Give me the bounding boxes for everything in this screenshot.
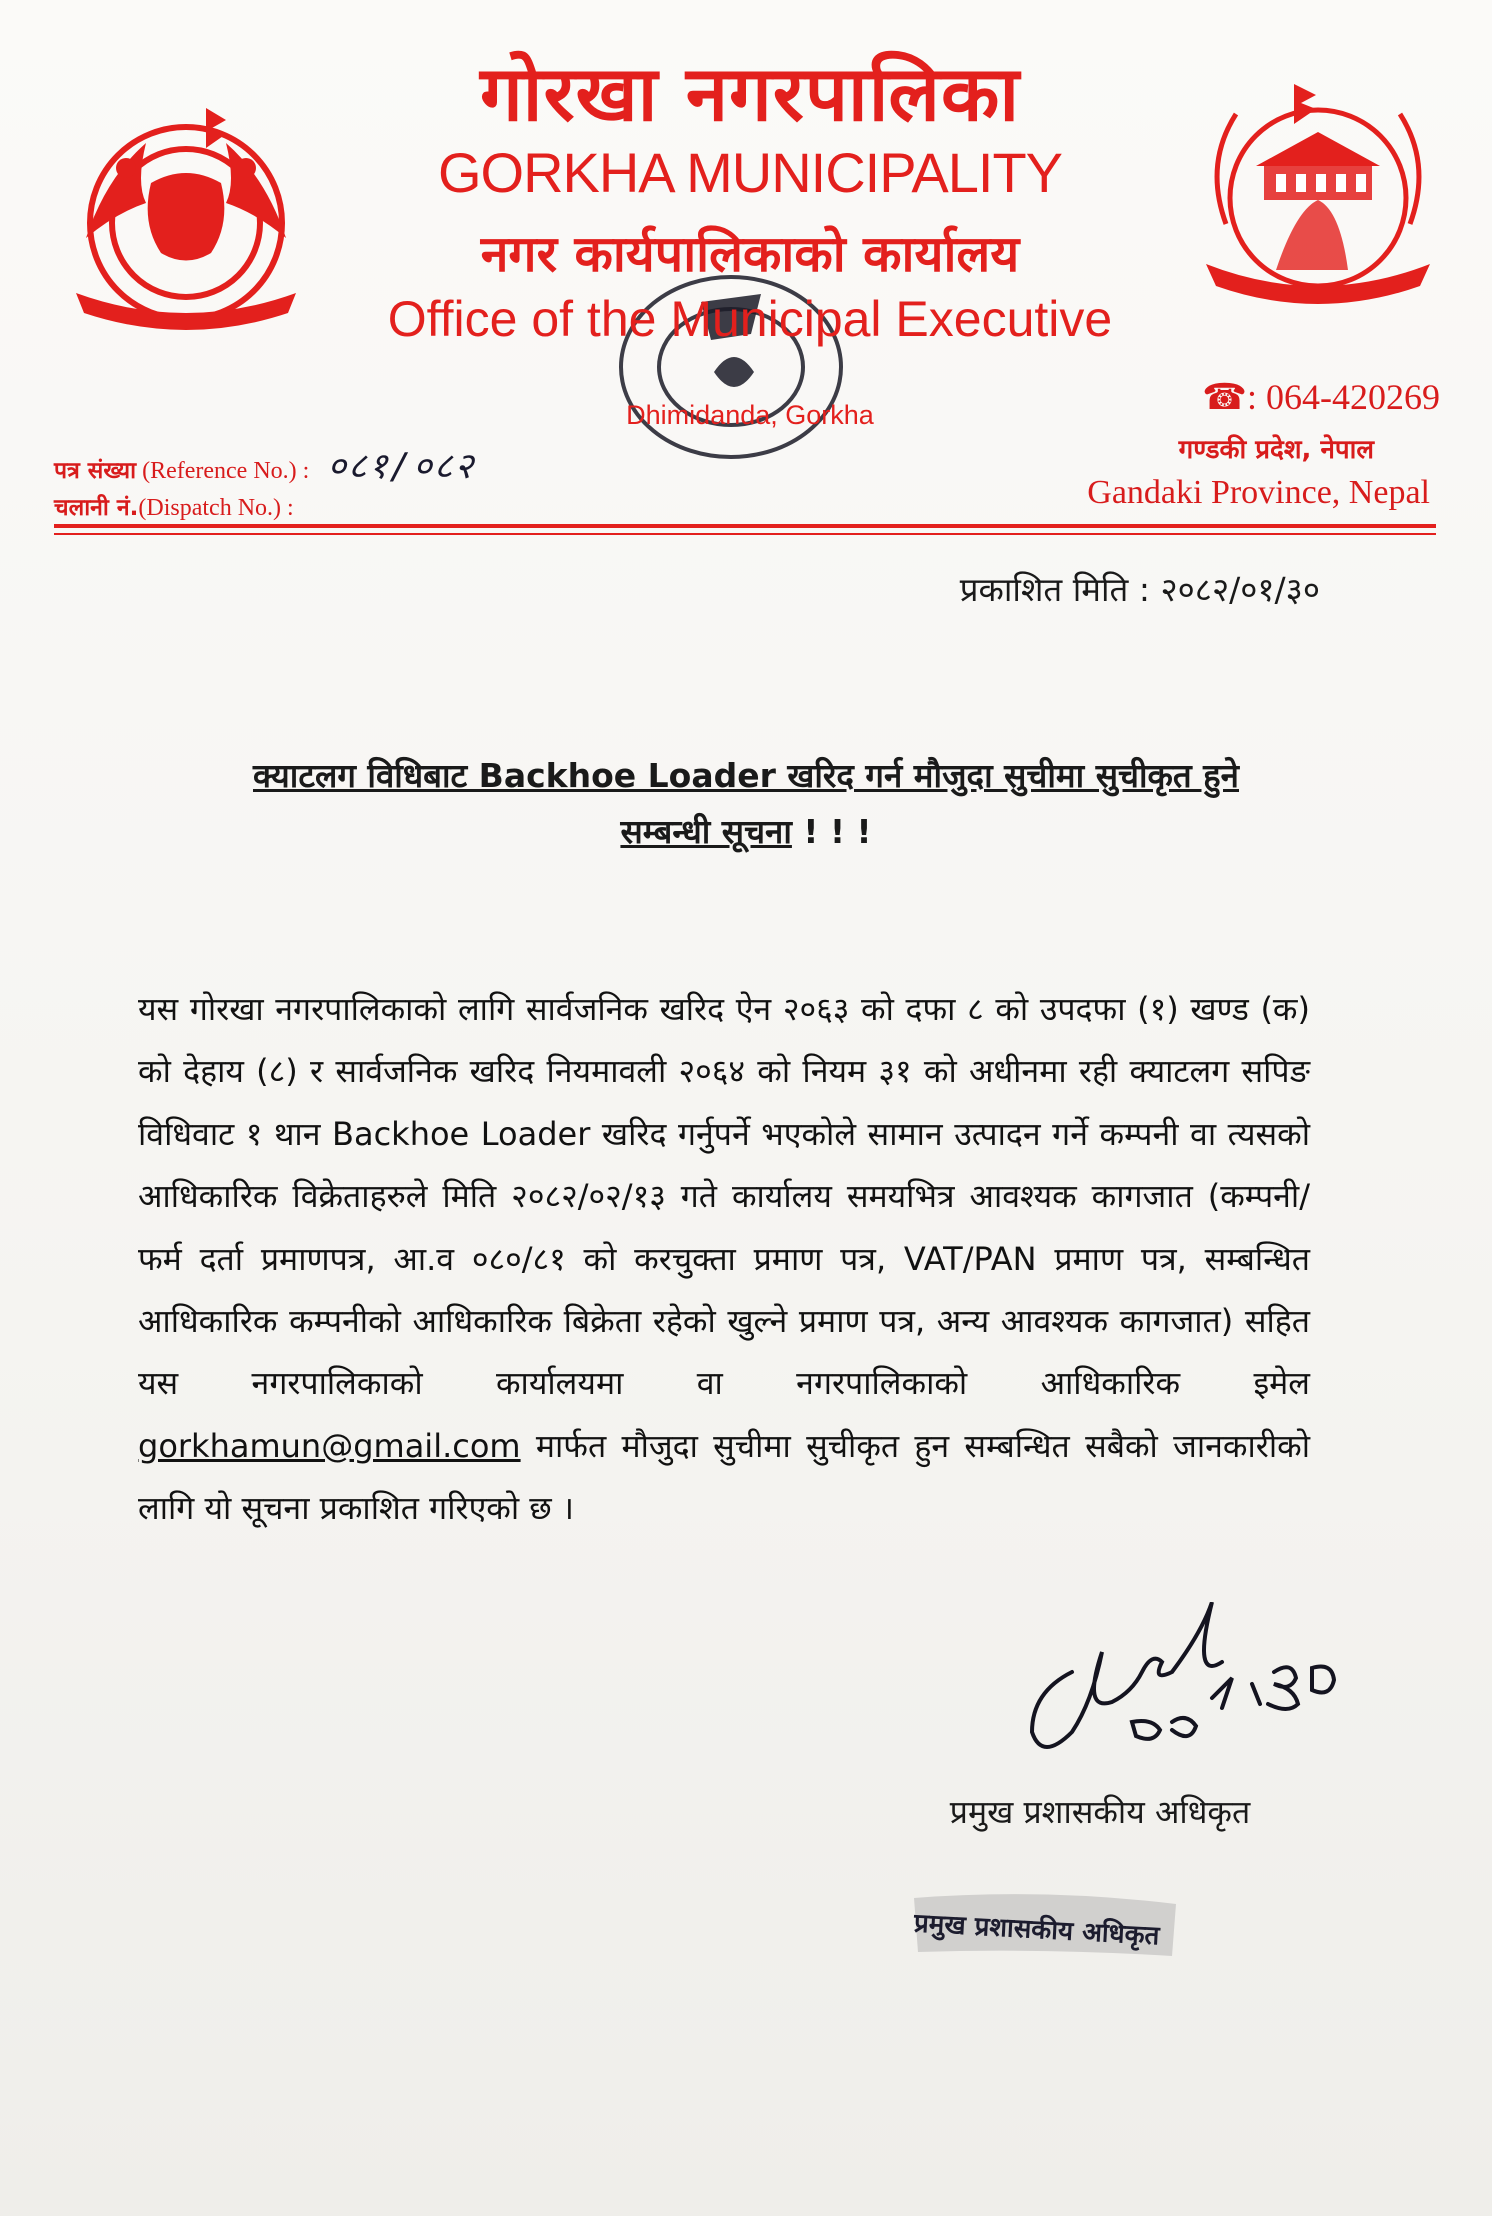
- dispatch-number: चलानी नं.(Dispatch No.) :: [54, 495, 294, 521]
- office-name-nepali: नगर कार्यपालिकाको कार्यालय: [480, 225, 1020, 283]
- notice-body: यस गोरखा नगरपालिकाको लागि सार्वजनिक खरिद ऐन २०६३ को दफा ८ को उपदफा (१) खण्ड (क) को देहाय (८) र सार्वजनिक खरिद नियमावली २०६४ को नियम ३१ को अधीनमा रही क्याटलग सपिङ विधिवाट १ थान Backhoe Loader खरिद गर्नुपर्ने भएकोले सामान उत्पादन गर्ने कम्पनी वा त्यसको आधिकारिक विक्रेताहरुले मिति २०८२/०२/१३ गते कार्यालय समयभित्र आवश्यक कागजात (कम्पनी/फर्म दर्ता प्रमाणपत्र, आ.व ०८०/८१ को करचुक्ता प्रमाण पत्र, VAT/PAN प्रमाण पत्र, सम्बन्धित आधिकारिक कम्पनीको आधिकारिक बिक्रेता रहेको खुल्ने प्रमाण पत्र, अन्य आवश्यक कागजात) सहित यस नगरपालिकाको कार्यालयमा वा नगरपालिकाको आधिकारिक इमेल gorkhamun@gmail.com मार्फत मौजुदा सुचीमा सुचीकृत हुन सम्बन्धित सबैको जानकारीको लागि यो सूचना प्रकाशित गरिएको छ ।: [138, 990, 1310, 1528]
- province-english: Gandaki Province, Nepal: [1087, 474, 1430, 511]
- nepal-emblem-logo: [56, 88, 316, 350]
- designation-stamp: प्रमुख प्रशासकीय अधिकृत: [913, 1908, 1161, 1952]
- municipality-name-nepali: गोरखा नगरपालिका: [479, 49, 1021, 138]
- phone-number: ☎: 064-420269: [1202, 377, 1440, 417]
- office-address: Dhimidanda, Gorkha: [626, 400, 874, 430]
- municipality-name-english: GORKHA MUNICIPALITY: [437, 141, 1063, 204]
- email-link[interactable]: gorkhamun@gmail.com: [138, 1426, 521, 1465]
- office-name-english: Office of the Municipal Executive: [387, 291, 1113, 347]
- header-divider-thin: [54, 533, 1436, 535]
- published-date: प्रकाशित मिति : २०८२/०१/३०: [959, 570, 1320, 609]
- reference-number: पत्र संख्या (Reference No.) : ०८१/०८२: [54, 446, 476, 487]
- signatory-designation: प्रमुख प्रशासकीय अधिकृत: [949, 1793, 1251, 1831]
- notice-subject: क्याटलग विधिबाट Backhoe Loader खरिद गर्न मौजुदा सुचीमा सुचीकृत हुने सम्बन्धी सूचना ! ! !: [253, 756, 1239, 851]
- handwritten-signature: [1012, 1602, 1372, 1772]
- telephone-icon: ☎: [1202, 377, 1247, 417]
- province-nepali: गण्डकी प्रदेश, नेपाल: [1178, 435, 1374, 465]
- reference-value: ०८१/०८२: [327, 446, 476, 487]
- municipality-seal-logo: [1186, 74, 1450, 330]
- header-divider: [54, 524, 1436, 528]
